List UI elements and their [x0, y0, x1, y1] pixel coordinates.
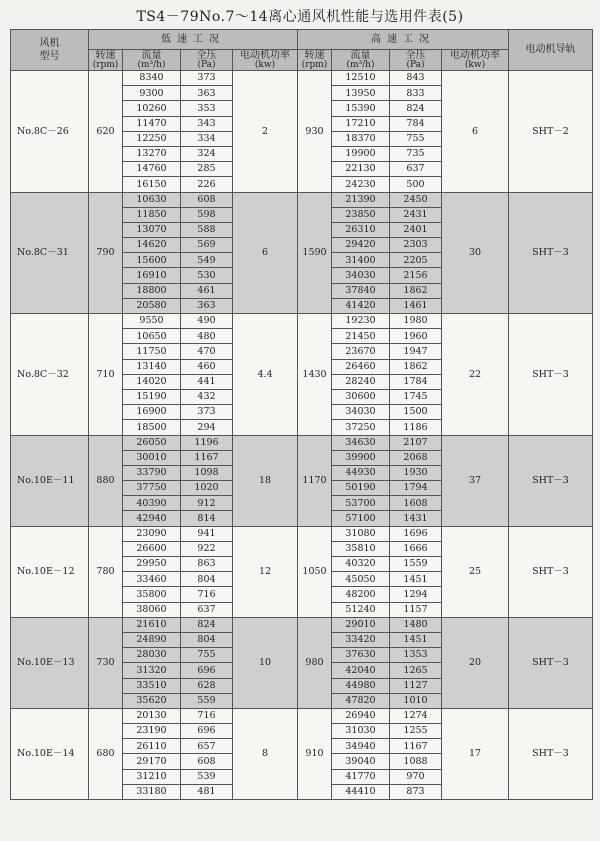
low-flow-cell: 35620 [123, 693, 181, 708]
high-pressure-cell: 1930 [390, 465, 442, 480]
table-row [11, 314, 593, 329]
high-flow-cell: 41770 [332, 769, 390, 784]
low-pressure-cell: 922 [181, 541, 233, 556]
high-pressure-cell: 833 [390, 86, 442, 101]
high-flow-cell: 31030 [332, 724, 390, 739]
low-pressure-cell: 696 [181, 663, 233, 678]
low-flow-cell: 11850 [123, 207, 181, 222]
high-flow-cell: 48200 [332, 587, 390, 602]
low-flow-cell: 28030 [123, 648, 181, 663]
low-pressure-cell: 941 [181, 526, 233, 541]
high-flow-cell: 24230 [332, 177, 390, 192]
low-flow-cell: 9300 [123, 86, 181, 101]
low-flow-cell: 10650 [123, 329, 181, 344]
high-pressure-cell: 1010 [390, 693, 442, 708]
page-title: TS4－79No.7～14离心通风机性能与选用件表(5) [136, 9, 464, 25]
high-power-cell: 37 [442, 435, 509, 526]
table-row [11, 192, 593, 207]
header-low-speed-label: 转速 [95, 49, 116, 61]
high-flow-cell: 35810 [332, 541, 390, 556]
high-speed-cell: 1050 [298, 526, 332, 617]
low-pressure-cell: 294 [181, 420, 233, 435]
low-flow-cell: 13270 [123, 146, 181, 161]
low-pressure-cell: 628 [181, 678, 233, 693]
low-pressure-cell: 324 [181, 146, 233, 161]
header-motor-rail: 电动机导轨 [509, 30, 593, 71]
low-pressure-cell: 1020 [181, 481, 233, 496]
high-flow-cell: 39040 [332, 754, 390, 769]
low-flow-cell: 18800 [123, 283, 181, 298]
low-flow-cell: 16910 [123, 268, 181, 283]
table-row [11, 617, 593, 632]
high-flow-cell: 26310 [332, 222, 390, 237]
low-flow-cell: 21610 [123, 617, 181, 632]
high-pressure-cell: 1294 [390, 587, 442, 602]
low-flow-cell: 14760 [123, 162, 181, 177]
high-flow-cell: 18370 [332, 131, 390, 146]
high-flow-cell: 21450 [332, 329, 390, 344]
high-pressure-cell: 1862 [390, 359, 442, 374]
low-power-cell: 4.4 [233, 314, 298, 436]
low-pressure-cell: 432 [181, 389, 233, 404]
header-low-speed-unit: (rpm) [92, 59, 119, 70]
low-flow-cell: 37750 [123, 481, 181, 496]
high-pressure-cell: 2303 [390, 238, 442, 253]
low-pressure-cell: 814 [181, 511, 233, 526]
high-speed-cell: 1170 [298, 435, 332, 526]
high-power-cell: 17 [442, 708, 509, 799]
header-high-speed-label: 转速 [304, 49, 325, 61]
header-low-speed-group: 低速工况 [89, 30, 298, 50]
low-power-cell: 10 [233, 617, 298, 708]
high-pressure-cell: 1862 [390, 283, 442, 298]
high-pressure-cell: 1666 [390, 541, 442, 556]
high-flow-cell: 12510 [332, 71, 390, 86]
low-flow-cell: 24890 [123, 632, 181, 647]
low-power-cell: 6 [233, 192, 298, 314]
model-cell: No.8C－32 [11, 314, 89, 436]
motor-rail-cell: SHT－3 [509, 526, 593, 617]
header-low-speed [89, 50, 123, 71]
high-pressure-cell: 1274 [390, 708, 442, 723]
low-speed-cell: 730 [89, 617, 123, 708]
low-pressure-cell: 637 [181, 602, 233, 617]
high-pressure-cell: 824 [390, 101, 442, 116]
high-pressure-cell: 735 [390, 146, 442, 161]
high-speed-cell: 930 [298, 71, 332, 193]
high-flow-cell: 47820 [332, 693, 390, 708]
high-flow-cell: 44930 [332, 465, 390, 480]
low-flow-cell: 26110 [123, 739, 181, 754]
motor-rail-cell: SHT－2 [509, 71, 593, 193]
low-pressure-cell: 824 [181, 617, 233, 632]
low-pressure-cell: 608 [181, 192, 233, 207]
model-cell: No.10E－13 [11, 617, 89, 708]
high-flow-cell: 33420 [332, 632, 390, 647]
low-flow-cell: 26050 [123, 435, 181, 450]
header-low-pressure-label: 全压 [196, 49, 217, 61]
low-flow-cell: 42940 [123, 511, 181, 526]
low-pressure-cell: 480 [181, 329, 233, 344]
low-pressure-cell: 804 [181, 632, 233, 647]
header-high-power-label: 电动机功率 [450, 49, 500, 61]
low-pressure-cell: 569 [181, 238, 233, 253]
high-flow-cell: 19230 [332, 314, 390, 329]
high-pressure-cell: 1127 [390, 678, 442, 693]
low-flow-cell: 31320 [123, 663, 181, 678]
low-pressure-cell: 755 [181, 648, 233, 663]
low-flow-cell: 20580 [123, 298, 181, 313]
table-row [11, 71, 593, 86]
low-pressure-cell: 481 [181, 784, 233, 799]
low-pressure-cell: 608 [181, 754, 233, 769]
high-pressure-cell: 2450 [390, 192, 442, 207]
high-flow-cell: 28240 [332, 374, 390, 389]
low-flow-cell: 11750 [123, 344, 181, 359]
low-power-cell: 8 [233, 708, 298, 799]
motor-rail-cell: SHT－3 [509, 435, 593, 526]
header-low-power-label: 电动机功率 [240, 49, 290, 61]
header-model: 风机 型号 [11, 30, 89, 71]
low-flow-cell: 13140 [123, 359, 181, 374]
high-pressure-cell: 1431 [390, 511, 442, 526]
low-pressure-cell: 696 [181, 724, 233, 739]
low-pressure-cell: 461 [181, 283, 233, 298]
high-flow-cell: 57100 [332, 511, 390, 526]
header-high-speed-unit: (rpm) [301, 59, 328, 70]
high-pressure-cell: 1480 [390, 617, 442, 632]
model-cell: No.8C－31 [11, 192, 89, 314]
header-high-power [442, 50, 509, 71]
high-flow-cell: 29010 [332, 617, 390, 632]
high-flow-cell: 51240 [332, 602, 390, 617]
low-pressure-cell: 470 [181, 344, 233, 359]
high-pressure-cell: 1784 [390, 374, 442, 389]
header-low-power [233, 50, 298, 71]
high-pressure-cell: 2401 [390, 222, 442, 237]
high-speed-cell: 1430 [298, 314, 332, 436]
table-row [11, 708, 593, 723]
low-flow-cell: 13070 [123, 222, 181, 237]
low-flow-cell: 11470 [123, 116, 181, 131]
low-pressure-cell: 530 [181, 268, 233, 283]
low-flow-cell: 33460 [123, 572, 181, 587]
high-flow-cell: 29420 [332, 238, 390, 253]
low-flow-cell: 16150 [123, 177, 181, 192]
high-flow-cell: 37630 [332, 648, 390, 663]
low-pressure-cell: 490 [181, 314, 233, 329]
high-pressure-cell: 1186 [390, 420, 442, 435]
low-speed-cell: 710 [89, 314, 123, 436]
high-flow-cell: 34030 [332, 268, 390, 283]
low-pressure-cell: 549 [181, 253, 233, 268]
high-flow-cell: 45050 [332, 572, 390, 587]
low-flow-cell: 26600 [123, 541, 181, 556]
high-flow-cell: 40320 [332, 557, 390, 572]
low-flow-cell: 9550 [123, 314, 181, 329]
high-flow-cell: 34940 [332, 739, 390, 754]
high-flow-cell: 41420 [332, 298, 390, 313]
high-flow-cell: 31400 [332, 253, 390, 268]
high-flow-cell: 37250 [332, 420, 390, 435]
high-pressure-cell: 1696 [390, 526, 442, 541]
high-flow-cell: 30600 [332, 389, 390, 404]
header-low-pressure-unit: (Pa) [197, 59, 216, 70]
table-row [11, 435, 593, 450]
low-pressure-cell: 363 [181, 298, 233, 313]
high-pressure-cell: 970 [390, 769, 442, 784]
low-pressure-cell: 598 [181, 207, 233, 222]
low-flow-cell: 20130 [123, 708, 181, 723]
header-low-flow-label: 流量 [141, 49, 162, 61]
low-speed-cell: 880 [89, 435, 123, 526]
high-speed-cell: 1590 [298, 192, 332, 314]
high-pressure-cell: 784 [390, 116, 442, 131]
low-speed-cell: 790 [89, 192, 123, 314]
low-pressure-cell: 353 [181, 101, 233, 116]
high-pressure-cell: 1559 [390, 557, 442, 572]
high-flow-cell: 34630 [332, 435, 390, 450]
high-pressure-cell: 637 [390, 162, 442, 177]
low-pressure-cell: 716 [181, 587, 233, 602]
fan-performance-table [10, 29, 593, 800]
low-flow-cell: 18500 [123, 420, 181, 435]
high-pressure-cell: 2431 [390, 207, 442, 222]
high-pressure-cell: 500 [390, 177, 442, 192]
high-flow-cell: 22130 [332, 162, 390, 177]
high-pressure-cell: 1157 [390, 602, 442, 617]
low-pressure-cell: 588 [181, 222, 233, 237]
header-high-pressure [390, 50, 442, 71]
low-flow-cell: 15190 [123, 389, 181, 404]
high-flow-cell: 23850 [332, 207, 390, 222]
high-flow-cell: 23670 [332, 344, 390, 359]
model-cell: No.8C－26 [11, 71, 89, 193]
high-power-cell: 25 [442, 526, 509, 617]
header-low-pressure [181, 50, 233, 71]
low-flow-cell: 38060 [123, 602, 181, 617]
high-pressure-cell: 1451 [390, 572, 442, 587]
low-pressure-cell: 373 [181, 71, 233, 86]
low-pressure-cell: 343 [181, 116, 233, 131]
low-flow-cell: 29170 [123, 754, 181, 769]
low-flow-cell: 14020 [123, 374, 181, 389]
low-flow-cell: 10630 [123, 192, 181, 207]
low-pressure-cell: 285 [181, 162, 233, 177]
low-pressure-cell: 716 [181, 708, 233, 723]
high-pressure-cell: 2205 [390, 253, 442, 268]
low-flow-cell: 29950 [123, 557, 181, 572]
high-pressure-cell: 1500 [390, 405, 442, 420]
high-pressure-cell: 1353 [390, 648, 442, 663]
low-flow-cell: 23090 [123, 526, 181, 541]
header-low-flow-unit: (m³/h) [137, 59, 166, 70]
low-speed-cell: 680 [89, 708, 123, 799]
high-flow-cell: 26940 [332, 708, 390, 723]
high-power-cell: 30 [442, 192, 509, 314]
low-flow-cell: 33510 [123, 678, 181, 693]
low-pressure-cell: 559 [181, 693, 233, 708]
high-pressure-cell: 1451 [390, 632, 442, 647]
low-pressure-cell: 460 [181, 359, 233, 374]
header-low-flow [123, 50, 181, 71]
high-pressure-cell: 755 [390, 131, 442, 146]
high-power-cell: 6 [442, 71, 509, 193]
header-high-speed [298, 50, 332, 71]
high-flow-cell: 34030 [332, 405, 390, 420]
low-pressure-cell: 863 [181, 557, 233, 572]
low-flow-cell: 30010 [123, 450, 181, 465]
low-pressure-cell: 363 [181, 86, 233, 101]
low-pressure-cell: 539 [181, 769, 233, 784]
low-pressure-cell: 226 [181, 177, 233, 192]
high-flow-cell: 39900 [332, 450, 390, 465]
high-pressure-cell: 1794 [390, 481, 442, 496]
high-pressure-cell: 1980 [390, 314, 442, 329]
header-high-flow [332, 50, 390, 71]
high-flow-cell: 17210 [332, 116, 390, 131]
header-high-flow-label: 流量 [350, 49, 371, 61]
high-power-cell: 20 [442, 617, 509, 708]
high-pressure-cell: 873 [390, 784, 442, 799]
high-speed-cell: 910 [298, 708, 332, 799]
model-cell: No.10E－11 [11, 435, 89, 526]
low-flow-cell: 15600 [123, 253, 181, 268]
motor-rail-cell: SHT－3 [509, 192, 593, 314]
high-power-cell: 22 [442, 314, 509, 436]
high-flow-cell: 44410 [332, 784, 390, 799]
high-pressure-cell: 2107 [390, 435, 442, 450]
high-pressure-cell: 2068 [390, 450, 442, 465]
low-pressure-cell: 912 [181, 496, 233, 511]
low-flow-cell: 33180 [123, 784, 181, 799]
high-pressure-cell: 1461 [390, 298, 442, 313]
low-flow-cell: 23190 [123, 724, 181, 739]
low-flow-cell: 35800 [123, 587, 181, 602]
low-pressure-cell: 1196 [181, 435, 233, 450]
low-speed-cell: 780 [89, 526, 123, 617]
low-pressure-cell: 373 [181, 405, 233, 420]
low-power-cell: 2 [233, 71, 298, 193]
high-pressure-cell: 1255 [390, 724, 442, 739]
low-pressure-cell: 334 [181, 131, 233, 146]
high-flow-cell: 31080 [332, 526, 390, 541]
high-flow-cell: 19900 [332, 146, 390, 161]
low-flow-cell: 8340 [123, 71, 181, 86]
low-flow-cell: 14620 [123, 238, 181, 253]
low-pressure-cell: 441 [181, 374, 233, 389]
low-power-cell: 12 [233, 526, 298, 617]
low-pressure-cell: 1167 [181, 450, 233, 465]
high-speed-cell: 980 [298, 617, 332, 708]
high-flow-cell: 53700 [332, 496, 390, 511]
high-flow-cell: 42040 [332, 663, 390, 678]
low-pressure-cell: 1098 [181, 465, 233, 480]
low-speed-cell: 620 [89, 71, 123, 193]
low-pressure-cell: 804 [181, 572, 233, 587]
high-flow-cell: 50190 [332, 481, 390, 496]
high-flow-cell: 26460 [332, 359, 390, 374]
motor-rail-cell: SHT－3 [509, 314, 593, 436]
motor-rail-cell: SHT－3 [509, 617, 593, 708]
high-flow-cell: 44980 [332, 678, 390, 693]
header-low-power-unit: (kw) [254, 59, 276, 70]
low-flow-cell: 33790 [123, 465, 181, 480]
table-row [11, 526, 593, 541]
header-high-speed-group: 高速工况 [298, 30, 509, 50]
high-flow-cell: 15390 [332, 101, 390, 116]
low-pressure-cell: 657 [181, 739, 233, 754]
low-flow-cell: 40390 [123, 496, 181, 511]
header-high-pressure-unit: (Pa) [406, 59, 425, 70]
low-flow-cell: 16900 [123, 405, 181, 420]
high-flow-cell: 21390 [332, 192, 390, 207]
high-pressure-cell: 1608 [390, 496, 442, 511]
header-high-pressure-label: 全压 [405, 49, 426, 61]
low-power-cell: 18 [233, 435, 298, 526]
high-flow-cell: 13950 [332, 86, 390, 101]
header-high-flow-unit: (m³/h) [346, 59, 375, 70]
header-high-power-unit: (kw) [464, 59, 486, 70]
high-pressure-cell: 843 [390, 71, 442, 86]
low-flow-cell: 12250 [123, 131, 181, 146]
high-pressure-cell: 1745 [390, 389, 442, 404]
model-cell: No.10E－12 [11, 526, 89, 617]
high-pressure-cell: 1960 [390, 329, 442, 344]
low-flow-cell: 10260 [123, 101, 181, 116]
high-pressure-cell: 1947 [390, 344, 442, 359]
high-pressure-cell: 1088 [390, 754, 442, 769]
low-flow-cell: 31210 [123, 769, 181, 784]
model-cell: No.10E－14 [11, 708, 89, 799]
high-pressure-cell: 2156 [390, 268, 442, 283]
high-pressure-cell: 1265 [390, 663, 442, 678]
high-pressure-cell: 1167 [390, 739, 442, 754]
table-body [11, 71, 593, 800]
high-flow-cell: 37840 [332, 283, 390, 298]
motor-rail-cell: SHT－3 [509, 708, 593, 799]
